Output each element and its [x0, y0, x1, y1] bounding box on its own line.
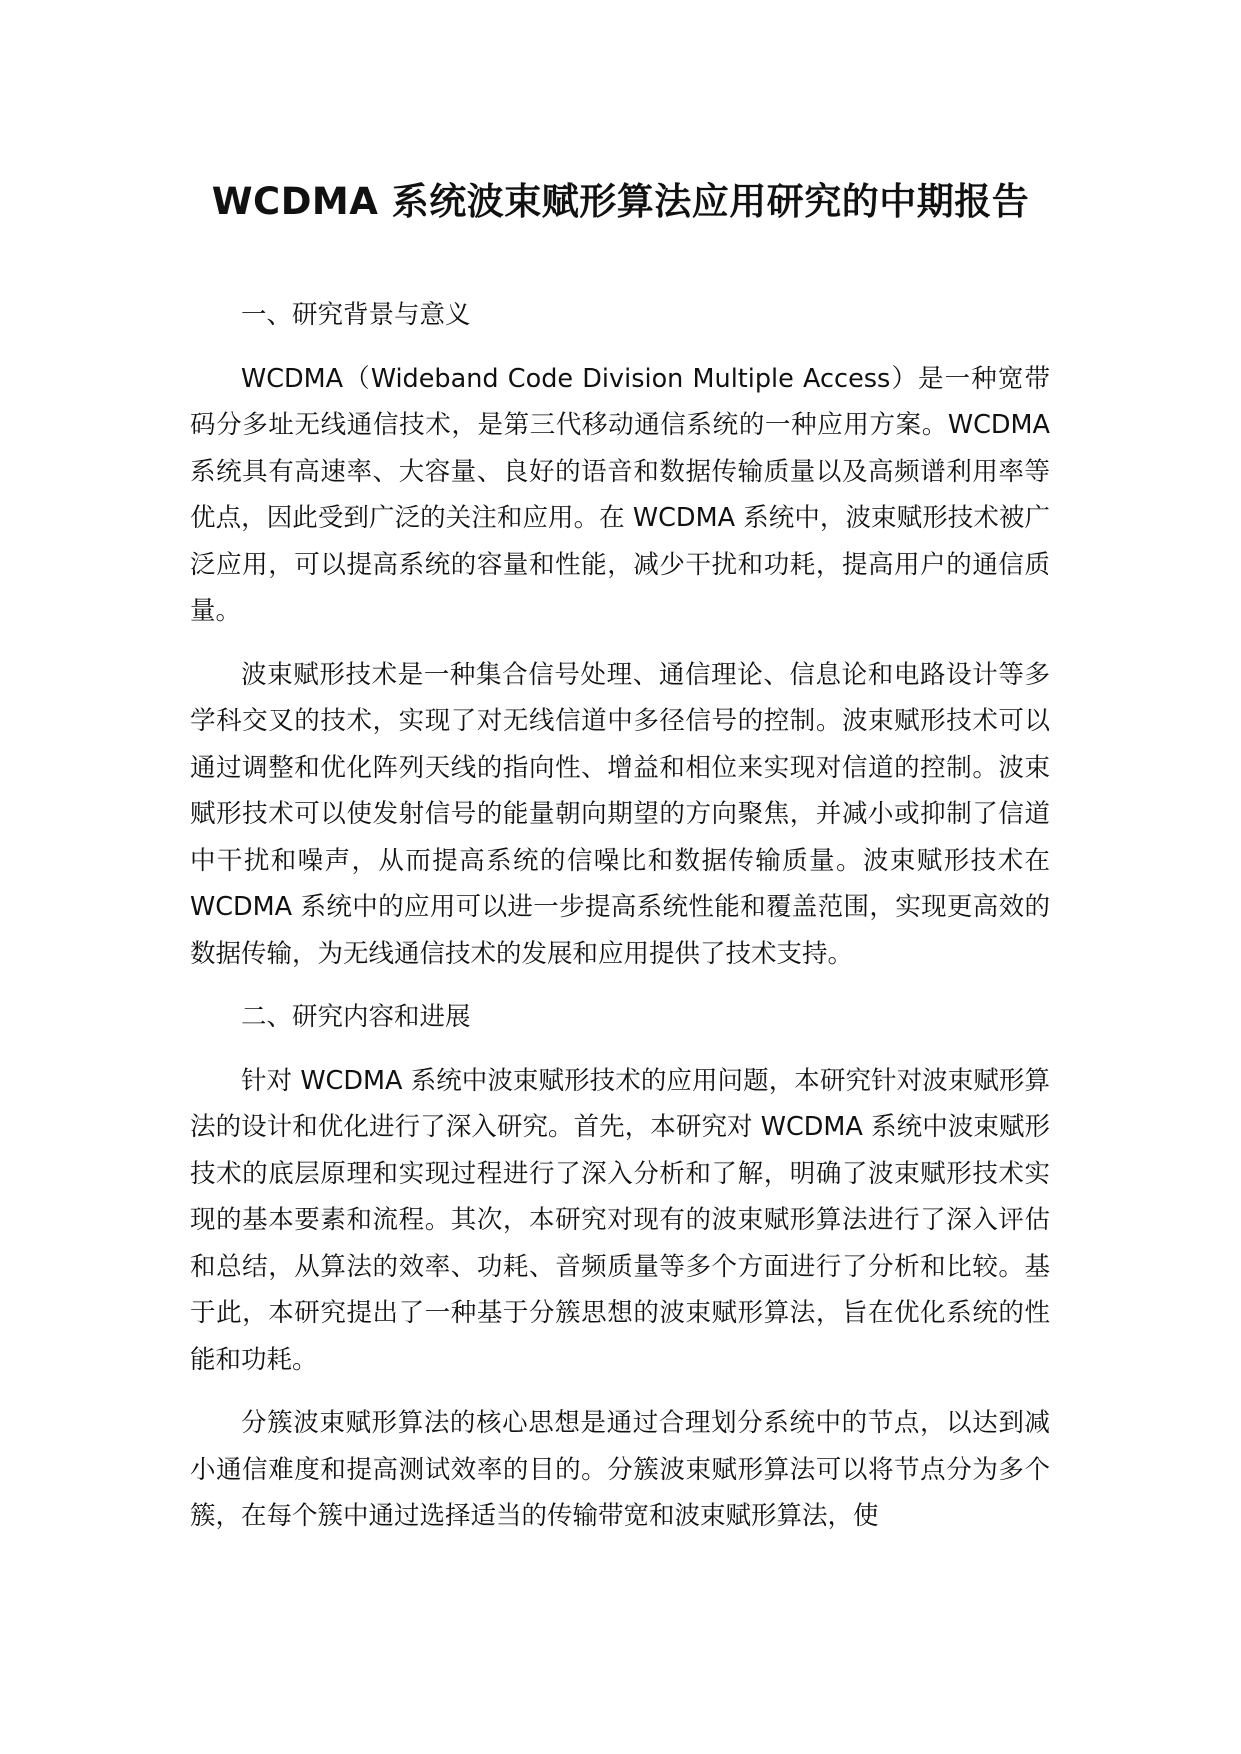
paragraph-cluster-algorithm: 分簇波束赋形算法的核心思想是通过合理划分系统中的节点，以达到减小通信难度和提高测试效率的目的。分簇波束赋形算法可以将节点分为多个簇，在每个簇中通过选择适当的传输带宽和波束赋形算法，使: [190, 1408, 1050, 1531]
document-title: WCDMA 系统波束赋形算法应用研究的中期报告: [211, 180, 1030, 223]
paragraph-research-approach: 针对 WCDMA 系统中波束赋形技术的应用问题，本研究针对波束赋形算法的设计和优化进行了深入研究。首先，本研究对 WCDMA 系统中波束赋形技术的底层原理和实现过程进行了深入分析和了解，明确了波束赋形技术实现的基本要素和流程。其次，本研究对现有的波束赋形算法进行了深入评估和总结，从算法的效率、功耗、音频质量等多个方面进行了分析和比较。基于此，本研究提出了一种基于分簇思想的波束赋形算法，旨在优化系统的性能和功耗。: [190, 1065, 1050, 1375]
paragraph-wcdma-intro: WCDMA（Wideband Code Division Multiple Access）是一种宽带码分多址无线通信技术，是第三代移动通信系统的一种应用方案。WCDMA 系统具有高速率、大容量、良好的语音和数据传输质量以及高频谱利用率等优点，因此受到广泛的关注和应用。在 WCDMA 系统中，波束赋形技术被广泛应用，可以提高系统的容量和性能，减少干扰和功耗，提高用户的通信质量。: [190, 363, 1050, 626]
document-body: [190, 292, 1050, 1557]
section-heading-background: 一、研究背景与意义: [241, 300, 471, 330]
paragraph-beamforming-overview: 波束赋形技术是一种集合信号处理、通信理论、信息论和电路设计等多学科交叉的技术，实现了对无线信道中多径信号的控制。波束赋形技术可以通过调整和优化阵列天线的指向性、增益和相位来实现对信道的控制。波束赋形技术可以使发射信号的能量朝向期望的方向聚焦，并减小或抑制了信道中干扰和噪声，从而提高系统的信噪比和数据传输质量。波束赋形技术在 WCDMA 系统中的应用可以进一步提高系统性能和覆盖范围，实现更高效的数据传输，为无线通信技术的发展和应用提供了技术支持。: [190, 659, 1050, 969]
section-heading-research-content: 二、研究内容和进展: [241, 1002, 471, 1032]
